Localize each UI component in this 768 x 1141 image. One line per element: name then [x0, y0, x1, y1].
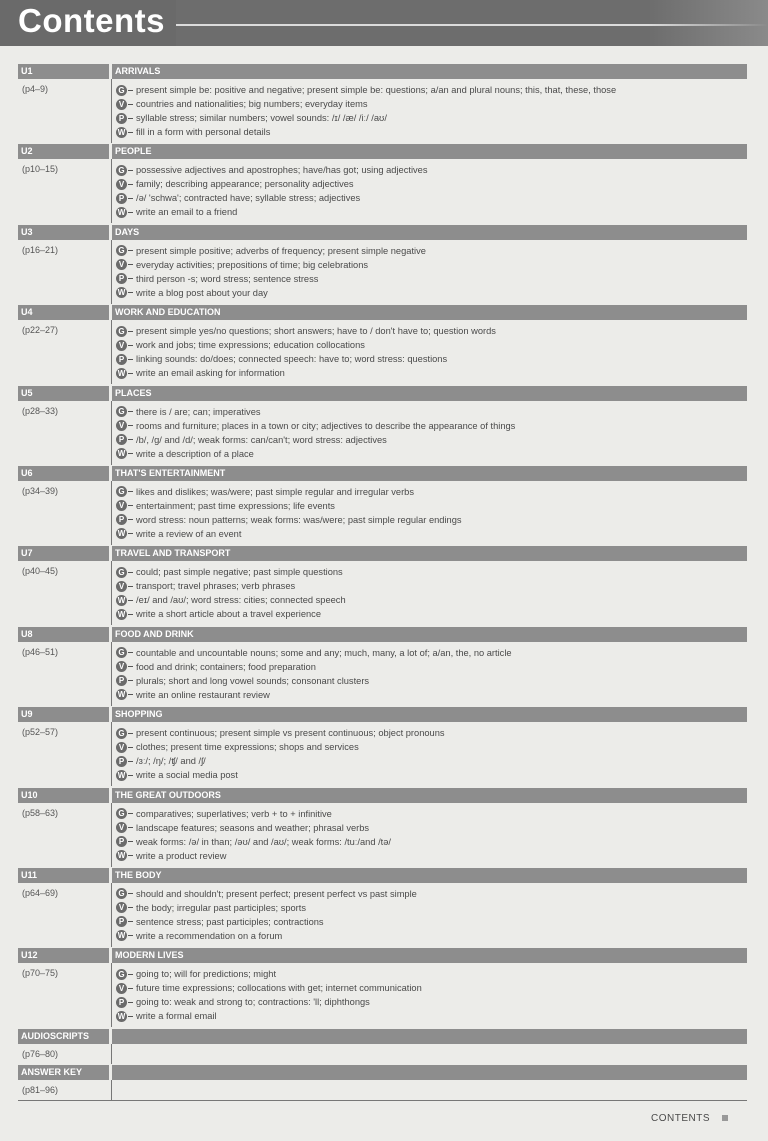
unit-items — [116, 163, 427, 219]
unit-items — [116, 485, 462, 541]
unit-items — [116, 83, 616, 139]
badge-dash — [128, 666, 133, 667]
item-text: write a product review — [136, 850, 227, 861]
badge-dash — [128, 264, 133, 265]
unit-header-bar — [18, 707, 747, 722]
unit-items — [116, 967, 422, 1023]
item-text: write an email asking for information — [136, 368, 285, 379]
unit-header-bar — [18, 386, 747, 401]
page-title: Contents — [18, 2, 165, 39]
list-item — [116, 83, 616, 97]
list-item — [116, 995, 422, 1009]
list-item — [116, 366, 496, 380]
list-item — [116, 607, 346, 621]
unit-pages: (p34–39) — [22, 485, 59, 496]
unit-divider — [111, 642, 112, 706]
item-text: write a description of a place — [136, 448, 254, 459]
list-item — [116, 205, 427, 219]
badge-dash — [128, 893, 133, 894]
badge-dash — [128, 813, 133, 814]
unit-items — [116, 324, 496, 380]
badge-dash — [128, 694, 133, 695]
badge-dash — [128, 775, 133, 776]
list-item — [116, 821, 391, 835]
extras-table — [18, 1029, 747, 1101]
unit-divider — [111, 963, 112, 1027]
item-text: rooms and furniture; places in a town or city; adjectives to describe the appearance of things — [136, 420, 516, 431]
item-text: /b/, /g/ and /d/; weak forms: can/can't; word stress: adjectives — [136, 434, 387, 445]
badge-dash — [128, 411, 133, 412]
item-text: write a formal email — [136, 1011, 217, 1022]
unit-title: WORK AND EDUCATION — [112, 305, 747, 320]
badge-w-icon: W — [117, 529, 126, 539]
list-item — [116, 191, 427, 205]
badge-v-icon: V — [116, 822, 127, 833]
unit-row — [18, 225, 747, 305]
unit-row — [18, 868, 747, 948]
unit-title: PEOPLE — [112, 144, 747, 159]
badge-dash — [128, 921, 133, 922]
extra-divider — [111, 1044, 112, 1064]
badge-dash — [128, 1002, 133, 1003]
badge-dash — [128, 533, 133, 534]
item-text: present simple positive; adverbs of frequency; present simple negative — [136, 245, 426, 256]
badge-dash — [128, 841, 133, 842]
badge-p-icon: P — [116, 354, 127, 365]
header-bar — [0, 0, 768, 46]
badge-w-icon: W — [117, 690, 126, 700]
unit-header-bar — [18, 466, 747, 481]
item-text: present simple be: positive and negative; present simple be: questions; a/an and plural nouns; this, that, these, those — [136, 85, 617, 95]
list-item — [116, 593, 346, 607]
list-item — [116, 258, 426, 272]
unit-header-bar — [18, 868, 747, 883]
unit-number: U1 — [18, 64, 109, 79]
unit-header-bar — [18, 627, 747, 642]
unit-divider — [111, 883, 112, 947]
badge-w-icon: W — [117, 368, 126, 378]
unit-number: U11 — [18, 868, 109, 883]
item-text: write an online restaurant review — [136, 689, 270, 700]
list-item — [116, 513, 462, 527]
badge-dash — [128, 733, 133, 734]
item-text: write a social media post — [136, 770, 238, 781]
item-text: possessive adjectives and apostrophes; have/has got; using adjectives — [136, 165, 428, 176]
badge-dash — [128, 250, 133, 251]
badge-v-icon: V — [116, 179, 127, 190]
extra-bar-fill — [112, 1029, 747, 1044]
list-item — [116, 111, 616, 125]
list-item — [116, 324, 496, 338]
badge-dash — [128, 359, 133, 360]
item-text: /eɪ/ and /aʊ/; word stress: cities; connected speech — [136, 595, 346, 606]
unit-row — [18, 546, 747, 626]
item-text: write an email to a friend — [136, 207, 238, 218]
unit-pages: (p28–33) — [22, 405, 59, 416]
unit-title: SHOPPING — [112, 707, 747, 722]
item-text: syllable stress; similar numbers; vowel sounds: /ɪ/ /æ/ /iː/ /aʊ/ — [136, 113, 387, 123]
list-item — [116, 768, 445, 782]
badge-dash — [128, 184, 133, 185]
badge-dash — [128, 212, 133, 213]
header-fade — [648, 0, 768, 46]
extra-header-bar — [18, 1065, 747, 1080]
badge-dash — [128, 453, 133, 454]
unit-title: MODERN LIVES — [112, 948, 747, 963]
list-item — [116, 646, 512, 660]
item-text: comparatives; superlatives; verb + to + infinitive — [136, 808, 332, 819]
badge-dash — [128, 505, 133, 506]
item-text: could; past simple negative; past simple questions — [136, 567, 343, 578]
unit-header-bar — [18, 546, 747, 561]
unit-items — [116, 565, 346, 621]
item-text: work and jobs; time expressions; education collocations — [136, 340, 365, 351]
unit-row — [18, 948, 747, 1028]
badge-dash — [128, 988, 133, 989]
badge-p-icon: P — [116, 434, 127, 445]
badge-p-icon: P — [116, 836, 127, 847]
unit-row — [18, 788, 747, 868]
badge-dash — [128, 331, 133, 332]
unit-header-bar — [18, 948, 747, 963]
list-item — [116, 1009, 422, 1023]
badge-g-icon: G — [116, 969, 127, 980]
extra-title: AUDIOSCRIPTS — [18, 1029, 109, 1044]
extra-pages: (p76–80) — [22, 1049, 59, 1059]
badge-dash — [128, 935, 133, 936]
badge-v-icon: V — [116, 661, 127, 672]
item-text: /ɜː/; /ŋ/; /ʧ/ and /ʃ/ — [136, 756, 206, 767]
list-item — [116, 887, 417, 901]
unit-row — [18, 386, 747, 466]
unit-row — [18, 466, 747, 546]
badge-dash — [128, 974, 133, 975]
badge-w-icon: W — [117, 770, 126, 780]
badge-w-icon: W — [117, 127, 126, 137]
badge-dash — [128, 198, 133, 199]
item-text: the body; irregular past participles; sports — [136, 902, 307, 913]
unit-pages: (p70–75) — [22, 968, 59, 979]
item-text: countable and uncountable nouns; some and any; much, many, a lot of; a/an, the, no article — [136, 647, 512, 658]
list-item — [116, 405, 515, 419]
badge-dash — [128, 104, 133, 105]
item-text: weak forms: /ə/ in than; /əʊ/ and /aʊ/; weak forms: /tuː/and /tə/ — [136, 836, 391, 847]
unit-pages: (p10–15) — [22, 164, 59, 175]
list-item — [116, 929, 417, 943]
unit-divider — [111, 481, 112, 545]
badge-w-icon: W — [117, 449, 126, 459]
badge-dash — [128, 855, 133, 856]
badge-v-icon: V — [116, 259, 127, 270]
item-text: write a recommendation on a forum — [136, 930, 283, 941]
item-text: linking sounds: do/does; connected speech: have to; word stress: questions — [136, 354, 448, 365]
unit-title: THE GREAT OUTDOORS — [112, 788, 747, 803]
badge-w-icon: W — [117, 931, 126, 941]
unit-divider — [111, 803, 112, 867]
unit-divider — [111, 240, 112, 304]
badge-dash — [128, 373, 133, 374]
badge-dash — [128, 614, 133, 615]
item-text: write a blog post about your day — [136, 287, 268, 298]
item-text: sentence stress; past participles; contractions — [136, 916, 324, 927]
item-text: going to; will for predictions; might — [136, 969, 277, 980]
list-item — [116, 726, 445, 740]
list-item — [116, 527, 462, 541]
unit-pages: (p52–57) — [22, 727, 59, 738]
badge-w-icon: W — [117, 207, 126, 217]
list-item — [116, 163, 427, 177]
badge-dash — [128, 491, 133, 492]
list-item — [116, 286, 426, 300]
item-text: future time expressions; collocations with get; internet communication — [136, 983, 422, 994]
unit-number: U10 — [18, 788, 109, 803]
unit-pages: (p40–45) — [22, 566, 59, 577]
list-item — [116, 579, 346, 593]
list-item — [116, 352, 496, 366]
badge-v-icon: V — [116, 420, 127, 431]
list-item — [116, 754, 445, 768]
footer-square-icon — [722, 1115, 728, 1121]
item-text: family; describing appearance; personality adjectives — [136, 179, 354, 190]
unit-pages: (p46–51) — [22, 646, 59, 657]
badge-g-icon: G — [116, 728, 127, 739]
unit-row — [18, 305, 747, 385]
list-item — [116, 272, 426, 286]
unit-header-bar — [18, 788, 747, 803]
footer — [651, 1113, 728, 1124]
badge-v-icon: V — [116, 581, 127, 592]
footer-label: CONTENTS — [651, 1113, 710, 1124]
unit-header-bar — [18, 144, 747, 159]
badge-g-icon: G — [116, 406, 127, 417]
badge-dash — [128, 586, 133, 587]
item-text: there is / are; can; imperatives — [136, 406, 261, 417]
item-text: should and shouldn't; present perfect; present perfect vs past simple — [136, 888, 417, 899]
badge-v-icon: V — [116, 99, 127, 110]
badge-p-icon: P — [116, 756, 127, 767]
badge-dash — [128, 1016, 133, 1017]
unit-title: TRAVEL AND TRANSPORT — [112, 546, 747, 561]
badge-dash — [128, 90, 133, 91]
list-item — [116, 419, 515, 433]
item-text: everyday activities; prepositions of time; big celebrations — [136, 259, 369, 270]
badge-dash — [128, 652, 133, 653]
badge-p-icon: P — [116, 273, 127, 284]
badge-dash — [128, 600, 133, 601]
badge-p-icon: P — [116, 193, 127, 204]
item-text: write a review of an event — [136, 528, 242, 539]
badge-g-icon: G — [116, 567, 127, 578]
list-item — [116, 849, 391, 863]
list-item — [116, 660, 512, 674]
list-item — [116, 338, 496, 352]
unit-number: U9 — [18, 707, 109, 722]
badge-dash — [128, 132, 133, 133]
badge-p-icon: P — [116, 997, 127, 1008]
unit-number: U3 — [18, 225, 109, 240]
list-item — [116, 915, 417, 929]
list-item — [116, 97, 616, 111]
unit-row — [18, 144, 747, 224]
badge-w-icon: W — [117, 609, 126, 619]
unit-title: THAT'S ENTERTAINMENT — [112, 466, 747, 481]
unit-divider — [111, 401, 112, 465]
badge-g-icon: G — [116, 888, 127, 899]
badge-g-icon: G — [116, 808, 127, 819]
item-text: plurals; short and long vowel sounds; consonant clusters — [136, 675, 370, 686]
badge-dash — [128, 278, 133, 279]
badge-g-icon: G — [116, 486, 127, 497]
unit-items — [116, 807, 391, 863]
unit-title: ARRIVALS — [112, 64, 747, 79]
badge-dash — [128, 827, 133, 828]
unit-title: FOOD AND DRINK — [112, 627, 747, 642]
unit-pages: (p22–27) — [22, 325, 59, 336]
unit-items — [116, 244, 426, 300]
unit-header-bar — [18, 305, 747, 320]
badge-dash — [128, 425, 133, 426]
badge-dash — [128, 292, 133, 293]
badge-dash — [128, 907, 133, 908]
badge-w-icon: W — [117, 1011, 126, 1021]
list-item — [116, 967, 422, 981]
item-text: landscape features; seasons and weather; phrasal verbs — [136, 822, 370, 833]
badge-w-icon: W — [117, 595, 126, 605]
badge-dash — [128, 439, 133, 440]
item-text: entertainment; past time expressions; life events — [136, 500, 335, 511]
item-text: present simple yes/no questions; short answers; have to / don't have to; question words — [136, 326, 496, 337]
badge-v-icon: V — [116, 340, 127, 351]
list-item — [116, 125, 616, 139]
extra-divider — [111, 1080, 112, 1100]
badge-dash — [128, 680, 133, 681]
unit-pages: (p16–21) — [22, 244, 59, 255]
list-item — [116, 485, 462, 499]
badge-g-icon: G — [116, 326, 127, 337]
item-text: fill in a form with personal details — [136, 127, 271, 137]
unit-pages: (p4–9) — [22, 84, 49, 94]
item-text: going to: weak and strong to; contractions: 'll; diphthongs — [136, 997, 370, 1008]
unit-row — [18, 707, 747, 787]
extra-header-bar — [18, 1029, 747, 1044]
badge-v-icon: V — [116, 902, 127, 913]
unit-row — [18, 627, 747, 707]
badge-dash — [128, 118, 133, 119]
list-item — [116, 835, 391, 849]
item-text: write a short article about a travel experience — [136, 609, 321, 620]
unit-divider — [111, 79, 112, 143]
item-text: /ə/ 'schwa'; contracted have; syllable stress; adjectives — [136, 193, 361, 204]
item-text: present continuous; present simple vs present continuous; object pronouns — [136, 728, 445, 739]
unit-pages: (p58–63) — [22, 807, 59, 818]
unit-title: PLACES — [112, 386, 747, 401]
list-item — [116, 244, 426, 258]
badge-dash — [128, 519, 133, 520]
extra-row — [18, 1029, 747, 1065]
item-text: clothes; present time expressions; shops and services — [136, 742, 359, 753]
units-table — [18, 64, 747, 1029]
unit-number: U8 — [18, 627, 109, 642]
badge-v-icon: V — [116, 500, 127, 511]
extra-title: ANSWER KEY — [18, 1065, 109, 1080]
badge-dash — [128, 761, 133, 762]
list-item — [116, 901, 417, 915]
list-item — [116, 499, 462, 513]
unit-title: DAYS — [112, 225, 747, 240]
unit-number: U5 — [18, 386, 109, 401]
unit-row — [18, 64, 747, 144]
list-item — [116, 807, 391, 821]
badge-dash — [128, 747, 133, 748]
list-item — [116, 981, 422, 995]
unit-divider — [111, 722, 112, 786]
item-text: word stress: noun patterns; weak forms: was/were; past simple regular endings — [136, 514, 462, 525]
unit-number: U2 — [18, 144, 109, 159]
badge-p-icon: P — [116, 514, 127, 525]
badge-g-icon: G — [116, 165, 127, 176]
unit-pages: (p64–69) — [22, 887, 59, 898]
unit-number: U7 — [18, 546, 109, 561]
badge-p-icon: P — [116, 113, 127, 124]
badge-v-icon: V — [116, 983, 127, 994]
extra-pages: (p81–96) — [22, 1085, 59, 1095]
unit-divider — [111, 159, 112, 223]
extra-bar-fill — [112, 1065, 747, 1080]
list-item — [116, 565, 346, 579]
list-item — [116, 674, 512, 688]
list-item — [116, 177, 427, 191]
item-text: third person -s; word stress; sentence stress — [136, 273, 319, 284]
unit-divider — [111, 320, 112, 384]
unit-items — [116, 405, 515, 461]
badge-w-icon: W — [117, 288, 126, 298]
footer-rule — [18, 1100, 747, 1101]
unit-number: U6 — [18, 466, 109, 481]
unit-number: U4 — [18, 305, 109, 320]
unit-divider — [111, 561, 112, 625]
unit-items — [116, 726, 445, 782]
badge-v-icon: V — [116, 742, 127, 753]
badge-dash — [128, 345, 133, 346]
item-text: food and drink; containers; food preparation — [136, 661, 316, 672]
unit-header-bar — [18, 64, 747, 79]
extra-row — [18, 1065, 747, 1101]
badge-w-icon: W — [117, 851, 126, 861]
badge-p-icon: P — [116, 916, 127, 927]
item-text: likes and dislikes; was/were; past simple regular and irregular verbs — [136, 486, 414, 497]
badge-p-icon: P — [116, 675, 127, 686]
list-item — [116, 740, 445, 754]
badge-g-icon: G — [116, 647, 127, 658]
unit-header-bar — [18, 225, 747, 240]
list-item — [116, 433, 515, 447]
badge-g-icon: G — [116, 245, 127, 256]
unit-items — [116, 887, 417, 943]
badge-g-icon: G — [116, 85, 127, 96]
badge-dash — [128, 170, 133, 171]
item-text: countries and nationalities; big numbers; everyday items — [136, 99, 368, 109]
unit-number: U12 — [18, 948, 109, 963]
item-text: transport; travel phrases; verb phrases — [136, 581, 296, 592]
unit-title: THE BODY — [112, 868, 747, 883]
list-item — [116, 447, 515, 461]
list-item — [116, 688, 512, 702]
unit-items — [116, 646, 512, 702]
badge-dash — [128, 572, 133, 573]
